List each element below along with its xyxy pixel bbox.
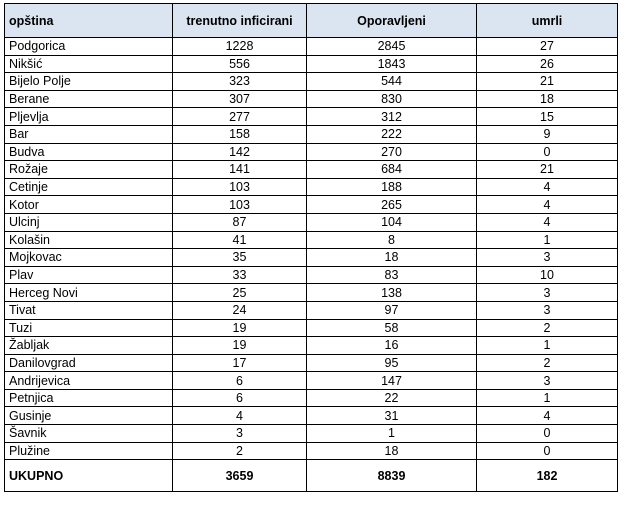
table-row: [5, 442, 618, 460]
cell-recovered: 1: [307, 425, 477, 443]
cell-municipality: Žabljak: [5, 337, 173, 355]
cell-municipality: Plav: [5, 266, 173, 284]
cell-municipality: Gusinje: [5, 407, 173, 425]
total-currently-infected: 3659: [173, 460, 307, 492]
cell-municipality: Andrijevica: [5, 372, 173, 390]
cell-deaths: 4: [477, 407, 618, 425]
cell-currently-infected: 141: [173, 161, 307, 179]
table-body: [5, 38, 618, 460]
cell-deaths: 27: [477, 38, 618, 56]
cell-recovered: 147: [307, 372, 477, 390]
cell-currently-infected: 87: [173, 213, 307, 231]
cell-recovered: 31: [307, 407, 477, 425]
table-header: [5, 4, 618, 38]
table-row: [5, 372, 618, 390]
table-row: [5, 389, 618, 407]
cell-recovered: 684: [307, 161, 477, 179]
cell-municipality: Nikšić: [5, 55, 173, 73]
cell-deaths: 21: [477, 73, 618, 91]
cell-municipality: Plužine: [5, 442, 173, 460]
table-row: [5, 196, 618, 214]
cell-currently-infected: 2: [173, 442, 307, 460]
cell-recovered: 95: [307, 354, 477, 372]
table-footer: [5, 460, 618, 492]
table-row: [5, 354, 618, 372]
cell-deaths: 4: [477, 196, 618, 214]
cell-deaths: 0: [477, 425, 618, 443]
cell-currently-infected: 158: [173, 125, 307, 143]
covid-municipality-table: [4, 3, 618, 492]
table-row: [5, 38, 618, 56]
table-row: [5, 90, 618, 108]
header-row: [5, 4, 618, 38]
cell-deaths: 1: [477, 231, 618, 249]
cell-deaths: 3: [477, 284, 618, 302]
cell-recovered: 830: [307, 90, 477, 108]
cell-deaths: 0: [477, 143, 618, 161]
table-row: [5, 125, 618, 143]
table-row: [5, 301, 618, 319]
cell-municipality: Cetinje: [5, 178, 173, 196]
cell-recovered: 104: [307, 213, 477, 231]
cell-currently-infected: 6: [173, 389, 307, 407]
cell-currently-infected: 24: [173, 301, 307, 319]
cell-currently-infected: 142: [173, 143, 307, 161]
cell-currently-infected: 33: [173, 266, 307, 284]
cell-municipality: Tivat: [5, 301, 173, 319]
table-row: [5, 178, 618, 196]
table-row: [5, 213, 618, 231]
cell-deaths: 21: [477, 161, 618, 179]
cell-deaths: 3: [477, 372, 618, 390]
cell-currently-infected: 4: [173, 407, 307, 425]
table-row: [5, 337, 618, 355]
cell-recovered: 265: [307, 196, 477, 214]
cell-deaths: 2: [477, 354, 618, 372]
cell-recovered: 18: [307, 249, 477, 267]
cell-deaths: 4: [477, 178, 618, 196]
table-row: [5, 108, 618, 126]
cell-municipality: Kotor: [5, 196, 173, 214]
cell-deaths: 15: [477, 108, 618, 126]
cell-currently-infected: 103: [173, 178, 307, 196]
cell-recovered: 188: [307, 178, 477, 196]
cell-recovered: 8: [307, 231, 477, 249]
cell-municipality: Bar: [5, 125, 173, 143]
header-municipality: opština: [5, 4, 173, 38]
cell-currently-infected: 103: [173, 196, 307, 214]
cell-recovered: 270: [307, 143, 477, 161]
cell-municipality: Bijelo Polje: [5, 73, 173, 91]
cell-municipality: Rožaje: [5, 161, 173, 179]
table-row: [5, 266, 618, 284]
cell-deaths: 10: [477, 266, 618, 284]
cell-currently-infected: 323: [173, 73, 307, 91]
cell-currently-infected: 6: [173, 372, 307, 390]
cell-recovered: 138: [307, 284, 477, 302]
table-row: [5, 73, 618, 91]
cell-municipality: Pljevlja: [5, 108, 173, 126]
cell-deaths: 26: [477, 55, 618, 73]
table-row: [5, 425, 618, 443]
cell-recovered: 58: [307, 319, 477, 337]
table-row: [5, 284, 618, 302]
total-label: UKUPNO: [5, 460, 173, 492]
cell-deaths: 3: [477, 249, 618, 267]
cell-municipality: Herceg Novi: [5, 284, 173, 302]
cell-municipality: Kolašin: [5, 231, 173, 249]
table-row: [5, 55, 618, 73]
cell-recovered: 1843: [307, 55, 477, 73]
table-row: [5, 319, 618, 337]
cell-municipality: Ulcinj: [5, 213, 173, 231]
cell-municipality: Danilovgrad: [5, 354, 173, 372]
cell-municipality: Tuzi: [5, 319, 173, 337]
cell-recovered: 22: [307, 389, 477, 407]
cell-currently-infected: 277: [173, 108, 307, 126]
cell-municipality: Šavnik: [5, 425, 173, 443]
cell-recovered: 18: [307, 442, 477, 460]
header-recovered: Oporavljeni: [307, 4, 477, 38]
cell-recovered: 312: [307, 108, 477, 126]
cell-recovered: 544: [307, 73, 477, 91]
header-currently-infected: trenutno inficirani: [173, 4, 307, 38]
cell-municipality: Budva: [5, 143, 173, 161]
table-row: [5, 143, 618, 161]
cell-currently-infected: 19: [173, 337, 307, 355]
cell-recovered: 222: [307, 125, 477, 143]
total-row: [5, 460, 618, 492]
total-deaths: 182: [477, 460, 618, 492]
table-row: [5, 231, 618, 249]
cell-currently-infected: 19: [173, 319, 307, 337]
table-row: [5, 249, 618, 267]
cell-currently-infected: 25: [173, 284, 307, 302]
cell-deaths: 1: [477, 337, 618, 355]
cell-currently-infected: 41: [173, 231, 307, 249]
cell-currently-infected: 307: [173, 90, 307, 108]
table-row: [5, 161, 618, 179]
cell-currently-infected: 3: [173, 425, 307, 443]
cell-currently-infected: 35: [173, 249, 307, 267]
cell-deaths: 1: [477, 389, 618, 407]
cell-deaths: 2: [477, 319, 618, 337]
cell-currently-infected: 1228: [173, 38, 307, 56]
table-row: [5, 407, 618, 425]
cell-deaths: 4: [477, 213, 618, 231]
cell-municipality: Podgorica: [5, 38, 173, 56]
cell-deaths: 3: [477, 301, 618, 319]
cell-recovered: 2845: [307, 38, 477, 56]
cell-currently-infected: 17: [173, 354, 307, 372]
cell-recovered: 83: [307, 266, 477, 284]
cell-recovered: 97: [307, 301, 477, 319]
cell-municipality: Mojkovac: [5, 249, 173, 267]
total-recovered: 8839: [307, 460, 477, 492]
cell-municipality: Berane: [5, 90, 173, 108]
header-deaths: umrli: [477, 4, 618, 38]
cell-deaths: 0: [477, 442, 618, 460]
cell-municipality: Petnjica: [5, 389, 173, 407]
cell-deaths: 18: [477, 90, 618, 108]
cell-deaths: 9: [477, 125, 618, 143]
cell-recovered: 16: [307, 337, 477, 355]
cell-currently-infected: 556: [173, 55, 307, 73]
